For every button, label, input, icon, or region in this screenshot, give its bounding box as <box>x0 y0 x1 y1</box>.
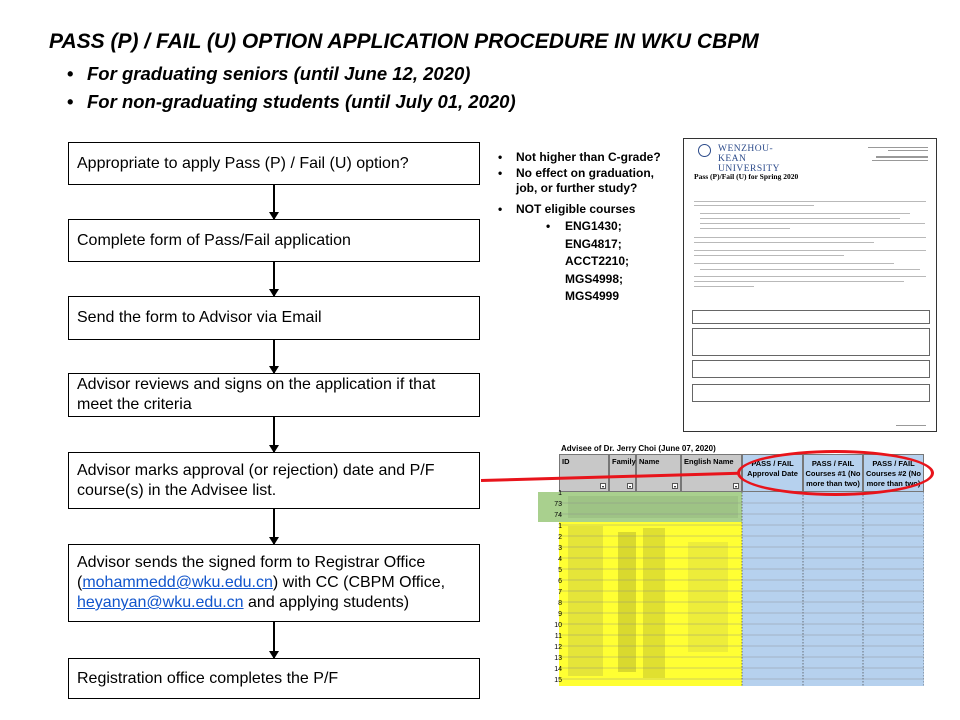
step-4-text: Advisor reviews and signs on the application if that meet the criteria <box>77 376 436 413</box>
step-5-box <box>68 452 480 509</box>
arrow-2-3 <box>273 262 275 296</box>
sheet-title: Advisee of Dr. Jerry Choi (June 07, 2020) <box>561 444 716 453</box>
filter-dropdown-icon[interactable] <box>733 483 739 489</box>
form-university-name: WENZHOU-KEAN UNIVERSITY <box>718 144 780 174</box>
form-advisor-table <box>692 384 930 402</box>
sheet-col-name: Name <box>636 454 681 492</box>
course-mgs4998: MGS4998; <box>565 271 624 286</box>
step-1-text: Appropriate to apply Pass (P) / Fail (U) option? <box>77 154 409 172</box>
step-6-text: Advisor sends the signed form to Registrar Office (mohammedd@wku.edu.cn) with CC (CBPM Office, heyanyan@wku.edu.cn and applying students) <box>77 554 446 611</box>
course-acct2210: ACCT2210; <box>565 254 630 268</box>
sheet-col-english-name: English Name <box>681 454 742 492</box>
arrow-4-5 <box>273 417 275 452</box>
sheet-col-family: Family <box>609 454 636 492</box>
step-1-box <box>68 142 480 185</box>
course-eng4817: ENG4817; <box>565 236 622 251</box>
page-title: PASS (P) / FAIL (U) OPTION APPLICATION PROCEDURE IN WKU CBPM <box>49 30 759 53</box>
filter-dropdown-icon[interactable] <box>672 483 678 489</box>
form-course-table <box>692 328 930 356</box>
arrow-1-2 <box>273 185 275 219</box>
step-5-text: Advisor marks approval (or rejection) date and P/F course(s) in the Advisee list. <box>77 461 435 499</box>
sheet-col-id: ID <box>559 454 609 492</box>
course-eng1430: • ENG1430; <box>498 219 676 235</box>
criterion-effect: • No effect on graduation, job, or further study? <box>498 166 676 197</box>
registrar-email-link[interactable]: mohammedd@wku.edu.cn <box>82 574 273 591</box>
arrow-5-6 <box>273 509 275 544</box>
form-footer <box>896 425 926 426</box>
step-2-text: Complete form of Pass/Fail application <box>77 231 351 249</box>
sheet-body-cells <box>538 492 924 686</box>
sheet-col-approval-date: PASS / FAIL Approval Date <box>742 454 803 492</box>
step-4-box <box>68 373 480 417</box>
form-office-header <box>868 145 928 163</box>
deadline-non-graduating: • For non-graduating students (until July 01, 2020) <box>67 91 516 112</box>
form-title: Pass (P)/Fail (U) for Spring 2020 <box>694 172 799 181</box>
arrow-3-4 <box>273 340 275 373</box>
step-2-box <box>68 219 480 262</box>
wku-seal-icon <box>698 144 711 157</box>
pf-form-image <box>683 138 937 432</box>
filter-dropdown-icon[interactable] <box>627 483 633 489</box>
criteria-list <box>498 150 676 305</box>
sheet-col-courses-2: PASS / FAIL Courses #2 (No more than two) <box>863 454 924 492</box>
step-3-text: Send the form to Advisor via Email <box>77 309 322 326</box>
sheet-row-numbers: 1 73 74 1 2 3 4 5 6 7 8 9 10 11 12 13 14 15 <box>554 490 562 684</box>
deadline-graduating: • For graduating seniors (until June 12, 2020) <box>67 63 471 84</box>
criterion-grade: • Not higher than C-grade? <box>498 150 676 166</box>
step-6-box <box>68 544 480 622</box>
form-contact-table <box>692 360 930 378</box>
arrow-6-7 <box>273 622 275 658</box>
form-student-table <box>692 310 930 324</box>
filter-dropdown-icon[interactable] <box>600 483 606 489</box>
cbpm-email-link[interactable]: heyanyan@wku.edu.cn <box>77 594 244 611</box>
course-mgs4999: MGS4999 <box>565 289 620 303</box>
step-7-text: Registration office completes the P/F <box>77 669 339 687</box>
step-3-box <box>68 296 480 340</box>
sheet-col-courses-1: PASS / FAIL Courses #1 (No more than two) <box>803 454 863 492</box>
highlight-ellipse <box>737 450 934 496</box>
step-7-box <box>68 658 480 699</box>
not-eligible-label: • NOT eligible courses <box>498 202 676 218</box>
